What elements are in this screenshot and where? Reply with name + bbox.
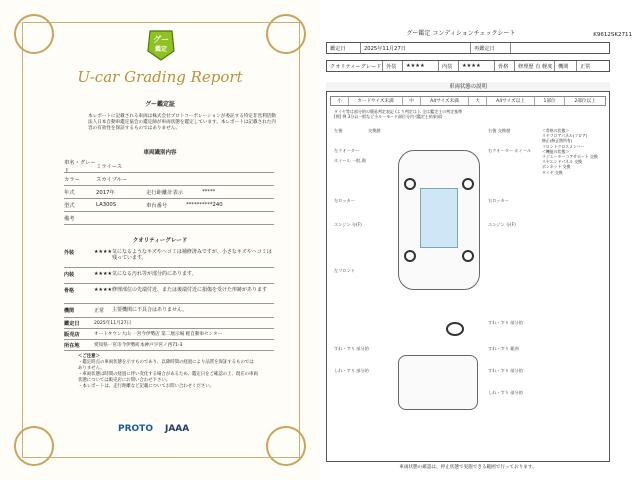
part-label: 左クオーター xyxy=(334,148,360,153)
part-label: 左フロント xyxy=(334,268,355,273)
frame-status-info: ＜骨格の状態＞ リヤフロアパネル(フロア) 修正(修正箇所有) フロントクロスメンバー ＜機能の状態＞ ラジエーターコアサポート 交換 リヤエンドパネル 交換 ボンネット 交換 タイヤ 交換 xyxy=(542,128,598,175)
kantei-date-row: 鑑定日 2025年11月27日 xyxy=(64,318,274,329)
date-row: 鑑定日 2025年11月27日 再鑑定日 xyxy=(326,42,610,54)
wheel-rear-right xyxy=(462,250,474,262)
goo-kantei-logo xyxy=(144,28,178,62)
address-row: 所在地 愛知県一宮市今伊勢町本神戸字宮ノ西71-3 xyxy=(64,340,274,351)
quality-section-title: クオリティーグレード xyxy=(132,238,188,244)
sheet-header: グー鑑定 コンディションチェックシート xyxy=(406,30,516,37)
vehicle-remarks-row: 備考 xyxy=(64,212,274,225)
part-label: 右ロッカー xyxy=(488,198,509,203)
kantei-heading: グー鑑定証 xyxy=(144,101,175,108)
footer-logos xyxy=(118,424,189,434)
frame-corner-ornament xyxy=(14,426,54,466)
part-label: しれ・すり 部分的 xyxy=(488,390,523,395)
vehicle-color-row: カラー スカイブルー xyxy=(64,173,274,186)
notes-title: ＜ご注意＞ xyxy=(78,354,100,359)
proto-logo: PROTO xyxy=(118,424,153,434)
vehicle-model-row: 型式 LA300S 車台番号 **********240 xyxy=(64,199,274,212)
part-label: 右後 交換歴 xyxy=(488,128,511,133)
part-label: エンジン 分(F) xyxy=(488,222,516,227)
svg-text:グー: グー xyxy=(153,35,169,44)
car-interior-diagram xyxy=(398,355,478,410)
part-label: エンジン 分(F) xyxy=(334,222,362,227)
part-label: ホイール 一般,傷 xyxy=(334,158,366,163)
frame-corner-ornament xyxy=(266,14,306,54)
quality-row: クオリティーグレード 外装 ★★★★ 内装 ★★★★ 骨格 修理歴 有 軽度 機関 正常 xyxy=(326,60,610,72)
part-label: 交換歴 xyxy=(368,128,381,133)
wheel-front-left xyxy=(404,178,416,190)
part-label: すれ・すり 部分的 xyxy=(488,368,523,373)
car-cabin xyxy=(420,188,458,248)
part-label: すれ・すり 範囲 xyxy=(488,346,519,351)
wheel-rear-left xyxy=(404,250,416,262)
grade-exterior: 外装 ★★★★ 気になるようなキズやヘコミは補修済みですが、小さなキズやヘコミは残っています。 xyxy=(64,246,274,268)
notes-block xyxy=(78,354,258,390)
part-label: すれ・すり 部分的 xyxy=(488,320,523,325)
frame-corner-ornament xyxy=(14,14,54,54)
grade-engine: 機関 正常 主要機関に不具合はありません。 xyxy=(64,304,274,318)
report-title: U-car Grading Report xyxy=(77,68,243,86)
notes-text: ・鑑定時点の車両状態を示すものであり、以降時間の経過により品質を保証するものではありません。 ・車両状態は時間の経過に伴い変化する場合があるため、鑑定日をご確認の上、現在の車両状態については販売店にお問い合わせ下さい。 ・本レポートは、走行距離など記載についてお問い合わせください。 xyxy=(78,360,258,389)
grade-interior: 内装 ★★★★ 気になる汚れ等が部分的にあります。 xyxy=(64,268,274,284)
wheel-front-right xyxy=(462,178,474,190)
size-legend: 小 カードサイズ未満 中 A4サイズ未満 大 A4サイズ以上 1部位 2部位以上 xyxy=(330,96,606,106)
part-label: 右クオーター ホイール xyxy=(488,148,532,153)
part-label: 左ロッカー xyxy=(334,198,355,203)
report-id: K9612SK2711 xyxy=(593,32,632,38)
size-description: タイヤ等は部分的の簡易判定表記 (より判定は ). 全は鑑定士の判定基準 [例] 例 3分以一般など小ルーモード部位分内 (鑑定士結果部) xyxy=(334,109,463,119)
vehicle-status-title: 車両状態の説明 xyxy=(326,82,610,92)
bottom-note: 車両状態の確認は、停止状態で実施できる範囲で行っております。 xyxy=(399,465,537,470)
intro-text: 本レポートに記載される車両は株式会社プロトコーポレーションが委託する特定非営利活動法人日本自動車鑑定協会の鑑定師が車両状態を鑑定しています。本レポートは記載された内容の有効性を保証するものではありません。 xyxy=(88,114,276,132)
vehicle-section-title: 車両識別内容 xyxy=(143,150,177,156)
dealer-row: 販売店 オートタウン大山 一宮今伊勢店 第二展示場 軽自動車センター xyxy=(64,329,274,340)
vehicle-name-row: 車名・グレード ミライース xyxy=(64,160,274,173)
frame-corner-ornament xyxy=(266,426,306,466)
vehicle-year-row: 年式 2017年 走行距離計表示 ***** xyxy=(64,186,274,199)
part-label: 左後 xyxy=(334,128,343,133)
part-label: すれ・すり 部分的 xyxy=(334,346,369,351)
svg-text:鑑定: 鑑定 xyxy=(154,46,168,53)
grade-frame: 骨格 ★★★★ 修理部位の先端付近、または後端付近に損傷を受けた形跡があります xyxy=(64,284,274,304)
part-label: しれ・すり 部分的 xyxy=(334,368,369,373)
jaaa-logo: JAAA xyxy=(164,424,190,434)
steering-wheel-icon xyxy=(446,322,464,336)
